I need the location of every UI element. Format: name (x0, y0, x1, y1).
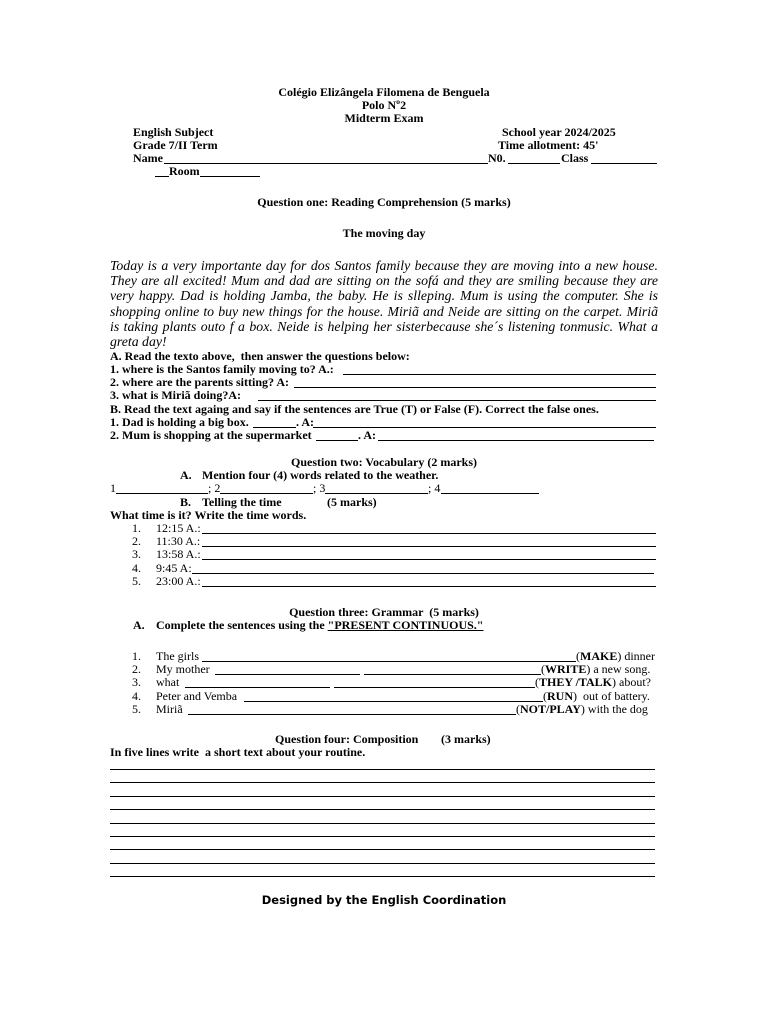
tf-sentence-2: 2. Mum is shopping at the supermarket (110, 428, 312, 442)
part-b-instructions: B. Read the text againg and say if the sentences are True (T) or False (F). Correct the false ones. (110, 402, 599, 416)
composition-line-3[interactable] (110, 796, 655, 797)
grammar-blank-1[interactable] (202, 661, 576, 662)
question-four-title: Question four: Composition (275, 732, 419, 746)
reading-passage-text: Today is a very importante day for dos Santos family because they are moving into a new house. They are all excited! Mum and dad are sitting on the sofá and they are smiling because they are very happy. Dad is holding Jamba, the baby. He is slleping. Mum is using the computer. She is shopping online to buy new things for the house. Miriã and Neide are sitting on the carpet. Miriã is taking plants outo f a box. Neide is helping her sisterbecause she´s listening tonmusic. What a greta day! (110, 258, 658, 350)
grammar-num-4: 4. (132, 689, 141, 703)
room-label: Room (169, 164, 200, 178)
grammar-tail-2: ) a new song. (586, 662, 651, 676)
grammar-num-5: 5. (132, 702, 141, 716)
time-item-1: 12:15 A.: (156, 521, 201, 535)
tf-answer-label-2: . A: (358, 428, 376, 442)
composition-line-2[interactable] (110, 782, 655, 783)
grammar-tail-5: ) with the dog (580, 702, 648, 716)
class-blank[interactable] (591, 163, 657, 164)
composition-line-6[interactable] (110, 836, 655, 837)
number-blank[interactable] (508, 163, 560, 164)
time-allotment: Time allotment: 45' (498, 138, 599, 152)
name-blank[interactable] (164, 163, 488, 164)
weather-num-4: ; 4 (428, 481, 441, 495)
grammar-end-3: (THEY /TALK) about? (535, 675, 651, 689)
grammar-verb-2: WRITE (545, 662, 587, 676)
polo-label: Polo Nº2 (361, 98, 407, 112)
grammar-end-4: (RUN) out of battery. (543, 689, 650, 703)
class-label: Class (561, 151, 589, 165)
composition-line-5[interactable] (110, 823, 655, 824)
q3-part-a-label: A. (133, 618, 145, 632)
weather-blank-4[interactable] (441, 493, 539, 494)
time-blank-4[interactable] (192, 573, 654, 574)
weather-blank-3[interactable] (325, 493, 428, 494)
grammar-num-3: 3. (132, 675, 141, 689)
time-item-3: 13:58 A.: (156, 547, 201, 561)
grammar-start-5: Miriã (156, 702, 183, 716)
q2-part-a-label: A. (180, 468, 192, 482)
grammar-end-1: (MAKE) dinner (576, 649, 655, 663)
grammar-tail-4: ) out of battery. (573, 689, 650, 703)
time-num-2: 2. (132, 534, 141, 548)
time-blank-1[interactable] (202, 533, 656, 534)
grammar-verb-3: THEY /TALK (539, 675, 613, 689)
grade-label: Grade 7/II Term (133, 138, 218, 152)
name-label: Name (133, 151, 163, 165)
composition-prompt: In five lines write a short text about your routine. (110, 745, 366, 759)
grammar-blank-5[interactable] (188, 714, 516, 715)
question-3: 3. what is Miriã doing?A: (110, 388, 242, 402)
grammar-blank-4[interactable] (244, 701, 543, 702)
grammar-verb-1: MAKE (580, 649, 618, 663)
reading-passage (110, 258, 658, 349)
tf-sentence-1: 1. Dad is holding a big box. (110, 415, 249, 429)
grammar-end-2: (WRITE) a new song. (541, 662, 651, 676)
q3-instructions-text: Complete the sentences using the (156, 618, 328, 632)
time-num-3: 3. (132, 547, 141, 561)
q2-part-b-label: B. (180, 495, 192, 509)
room-blank[interactable] (200, 176, 260, 177)
question-2: 2. where are the parents sitting? A: (110, 375, 289, 389)
weather-num-1: 1 (110, 481, 116, 495)
grammar-blank-2a[interactable] (215, 674, 360, 675)
q3-tense-emphasis: "PRESENT CONTINUOUS." (327, 618, 484, 632)
subject-label: English Subject (133, 125, 214, 139)
grammar-end-5: (NOT/PLAY) with the dog (516, 702, 648, 716)
composition-line-7[interactable] (110, 849, 655, 850)
school-name: Colégio Elizângela Filomena de Benguela (278, 85, 490, 99)
answer-blank-2[interactable] (294, 387, 656, 388)
question-four-marks: (3 marks) (441, 732, 491, 746)
answer-blank-1[interactable] (343, 374, 656, 375)
q3-instructions (156, 619, 483, 632)
question-one-title: Question one: Reading Comprehension (5 marks) (257, 195, 511, 209)
grammar-blank-3a[interactable] (185, 687, 330, 688)
number-label: N0. (488, 151, 506, 165)
tf-answer-label-1: . A: (296, 415, 314, 429)
grammar-start-4: Peter and Vemba (156, 689, 238, 703)
exam-title: Midterm Exam (344, 111, 424, 125)
grammar-blank-3b[interactable] (334, 687, 535, 688)
footer-credit: Designed by the English Coordination (261, 893, 507, 907)
time-blank-5[interactable] (202, 586, 656, 587)
grammar-start-3: what (156, 675, 180, 689)
time-num-4: 4. (132, 561, 141, 575)
composition-line-1[interactable] (110, 769, 655, 770)
grammar-verb-4: RUN (547, 689, 573, 703)
time-num-5: 5. (132, 574, 141, 588)
weather-blank-2[interactable] (220, 493, 313, 494)
story-title: The moving day (342, 226, 426, 240)
answer-blank-3[interactable] (258, 400, 656, 401)
grammar-start-1: The girls (156, 649, 199, 663)
weather-num-3: ; 3 (313, 481, 326, 495)
composition-line-4[interactable] (110, 809, 655, 810)
grammar-verb-5: NOT/PLAY (520, 702, 581, 716)
composition-line-8[interactable] (110, 863, 655, 864)
part-a-instructions: A. Read the texto above, then answer the questions below: (110, 349, 410, 363)
time-blank-2[interactable] (202, 546, 656, 547)
grammar-tail-3: ) about? (612, 675, 651, 689)
grammar-blank-2b[interactable] (364, 674, 541, 675)
weather-blank-1[interactable] (116, 493, 208, 494)
q2-part-b-text: Telling the time (202, 495, 282, 509)
question-two-title: Question two: Vocabulary (2 marks) (290, 455, 477, 469)
room-blank-left[interactable] (155, 176, 169, 177)
composition-line-9[interactable] (110, 876, 655, 877)
time-num-1: 1. (132, 521, 141, 535)
question-1: 1. where is the Santos family moving to? A.: (110, 362, 334, 376)
q2-part-b-marks: (5 marks) (327, 495, 377, 509)
weather-num-2: ; 2 (208, 481, 221, 495)
time-item-2: 11:30 A.: (156, 534, 201, 548)
time-item-5: 23:00 A.: (156, 574, 201, 588)
grammar-num-2: 2. (132, 662, 141, 676)
question-three-title: Question three: Grammar (5 marks) (289, 605, 479, 619)
tf-blank-2[interactable] (316, 440, 358, 441)
time-item-4: 9:45 A: (156, 561, 192, 575)
grammar-tail-1: ) dinner (617, 649, 655, 663)
time-blank-3[interactable] (202, 559, 656, 560)
school-year: School year 2024/2025 (502, 125, 616, 139)
q2-part-a-text: Mention four (4) words related to the weather. (202, 468, 439, 482)
tf-correction-2[interactable] (378, 440, 654, 441)
grammar-start-2: My mother (156, 662, 210, 676)
time-prompt: What time is it? Write the time words. (110, 508, 307, 522)
grammar-num-1: 1. (132, 649, 141, 663)
